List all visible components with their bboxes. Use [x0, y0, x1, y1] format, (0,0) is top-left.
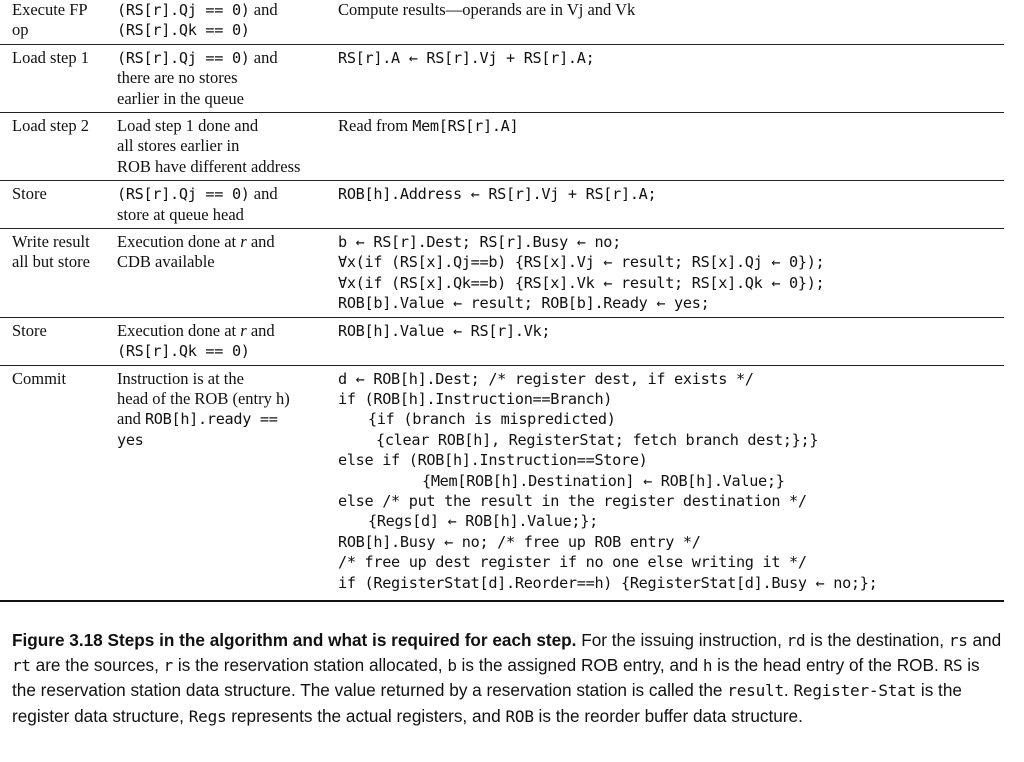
action-line: else if (ROB[h].Instruction==Store)	[338, 451, 648, 470]
wait-condition-cell	[117, 229, 338, 318]
action-line: {Mem[ROB[h].Destination] ← ROB[h].Value;}	[422, 471, 785, 490]
caption-text: For the issuing instruction,	[576, 630, 787, 650]
action-line: ROB[h].Address ← RS[r].Vj + RS[r].A;	[338, 185, 657, 204]
wait-condition-text: head of the ROB (entry h)	[117, 388, 290, 408]
action-cell	[338, 229, 1004, 318]
action-line: ROB[h].Value ← RS[r].Vk;	[338, 321, 551, 340]
wait-condition-text: (RS[r].Qk == 0)	[117, 21, 250, 40]
wait-condition-text: ROB have different address	[117, 156, 301, 176]
step-name-cell	[0, 0, 117, 44]
action-line: if (RegisterStat[d].Reorder==h) {RegisterStat[d].Busy ← no;};	[338, 573, 878, 592]
caption-text: rt	[12, 656, 31, 676]
wait-condition-text: r	[240, 320, 247, 340]
action-line: ∀x(if (RS[x].Qj==b) {RS[x].Vj ← result; RS[x].Qj ← 0});	[338, 253, 825, 272]
caption-text: Regs	[188, 706, 227, 726]
caption-text: is the reservation station allocated,	[173, 655, 448, 676]
step-name: Write result	[12, 232, 90, 252]
step-name-cell	[0, 181, 117, 229]
step-name-cell	[0, 317, 117, 365]
wait-condition-text: Execution done at	[117, 232, 241, 252]
table-row	[0, 317, 1004, 365]
step-name-cell	[0, 365, 117, 601]
step-name: op	[12, 20, 29, 40]
table-row	[0, 113, 1004, 181]
caption-text: Register-Stat	[793, 681, 917, 701]
wait-condition-text: all stores earlier in	[117, 136, 240, 156]
action-text: Mem[RS[r].A]	[412, 117, 519, 136]
caption-text: is the reservation station data structure. The value returned by a reservation station is called the	[12, 655, 980, 701]
caption-text: ROB	[505, 706, 534, 726]
action-line: RS[r].A ← RS[r].Vj + RS[r].A;	[338, 48, 595, 67]
wait-condition-cell	[117, 0, 338, 44]
step-name: Store	[12, 320, 47, 340]
action-line: b ← RS[r].Dest; RS[r].Busy ← no;	[338, 233, 621, 252]
action-cell	[338, 113, 1004, 181]
step-name: Load step 2	[12, 116, 89, 136]
wait-condition-text: (RS[r].Qj == 0)	[117, 48, 250, 67]
wait-condition-text: (RS[r].Qk == 0)	[117, 342, 250, 361]
step-name-cell	[0, 44, 117, 112]
caption-text: is the destination,	[805, 630, 949, 650]
wait-condition-cell	[117, 181, 338, 229]
step-name: Load step 1	[12, 47, 89, 67]
wait-condition-text: (RS[r].Qj == 0)	[117, 185, 250, 204]
wait-condition-text: and	[249, 0, 278, 19]
table-row	[0, 44, 1004, 112]
caption-text: is the head entry of the ROB.	[712, 655, 944, 676]
action-line: else /* put the result in the register destination */	[338, 491, 807, 510]
action-cell	[338, 317, 1004, 365]
wait-condition-text: Execution done at	[117, 320, 241, 340]
caption-title: Figure 3.18 Steps in the algorithm and what is required for each step.	[12, 630, 577, 650]
table-row	[0, 0, 1004, 44]
wait-condition-text: there are no stores	[117, 68, 238, 88]
wait-condition-text: and	[246, 232, 275, 252]
figure-caption	[12, 628, 1002, 729]
step-name: all but store	[12, 252, 90, 272]
step-name: Store	[12, 184, 47, 204]
wait-condition-text: Load step 1 done and	[117, 116, 259, 136]
wait-condition-text: and	[249, 184, 278, 204]
wait-condition-text: earlier in the queue	[117, 88, 244, 108]
wait-condition-text: and	[249, 47, 278, 67]
action-line: ROB[b].Value ← result; ROB[b].Ready ← yes;	[338, 294, 710, 313]
caption-text: h	[702, 656, 713, 676]
action-line: ∀x(if (RS[x].Qk==b) {RS[x].Vk ← result; RS[x].Qk ← 0});	[338, 273, 825, 292]
caption-text: represents the actual registers, and	[226, 705, 506, 726]
step-name-cell	[0, 229, 117, 318]
action-line: {Regs[d] ← ROB[h].Value;};	[368, 512, 598, 531]
caption-text: RS	[943, 656, 963, 676]
action-cell	[338, 365, 1004, 601]
caption-text: and	[967, 630, 1002, 650]
action-cell	[338, 181, 1004, 229]
wait-condition-cell	[117, 113, 338, 181]
wait-condition-text: Instruction is at the	[117, 368, 244, 388]
caption-text: result	[727, 681, 784, 701]
table-row	[0, 365, 1004, 601]
caption-text: r	[163, 656, 174, 676]
wait-condition-text: CDB available	[117, 252, 215, 272]
action-line: Compute results—operands are in Vj and Vk	[338, 0, 636, 19]
action-line: {if (branch is mispredicted)	[368, 410, 616, 429]
step-name-cell	[0, 113, 117, 181]
caption-text: rd	[786, 631, 806, 650]
table-row	[0, 181, 1004, 229]
caption-text: .	[783, 680, 794, 701]
action-cell	[338, 44, 1004, 112]
caption-text: is the register data structure,	[12, 680, 962, 726]
step-name: Execute FP	[12, 0, 88, 19]
action-line: if (ROB[h].Instruction==Branch)	[338, 389, 613, 408]
action-line: d ← ROB[h].Dest; /* register dest, if exists */	[338, 369, 754, 388]
action-text: Read from	[338, 116, 413, 136]
wait-condition-cell	[117, 44, 338, 112]
action-line: /* free up dest register if no one else writing it */	[338, 553, 807, 572]
action-cell	[338, 0, 1004, 44]
wait-condition-text: r	[240, 232, 247, 252]
caption-text: rs	[948, 631, 968, 650]
wait-condition-text: (RS[r].Qj == 0)	[117, 1, 250, 19]
caption-text: is the assigned ROB entry, and	[456, 655, 703, 676]
caption-text: b	[447, 656, 457, 676]
wait-condition-text: ROB[h].ready ==	[144, 410, 278, 429]
wait-condition-text: yes	[117, 430, 144, 449]
caption-text: is the reorder buffer data structure.	[533, 705, 803, 726]
wait-condition-text: and	[117, 409, 145, 429]
action-line	[338, 116, 1004, 136]
wait-condition-text: and	[246, 320, 275, 340]
table-row	[0, 229, 1004, 318]
caption-text: are the sources,	[30, 655, 164, 676]
wait-condition-text: store at queue head	[117, 204, 244, 224]
step-name: Commit	[12, 368, 67, 388]
wait-condition-cell	[117, 365, 338, 601]
action-line: {clear ROB[h], RegisterStat; fetch branch dest;};}	[376, 430, 819, 449]
wait-condition-cell	[117, 317, 338, 365]
action-line: ROB[h].Busy ← no; /* free up ROB entry */	[338, 532, 701, 551]
